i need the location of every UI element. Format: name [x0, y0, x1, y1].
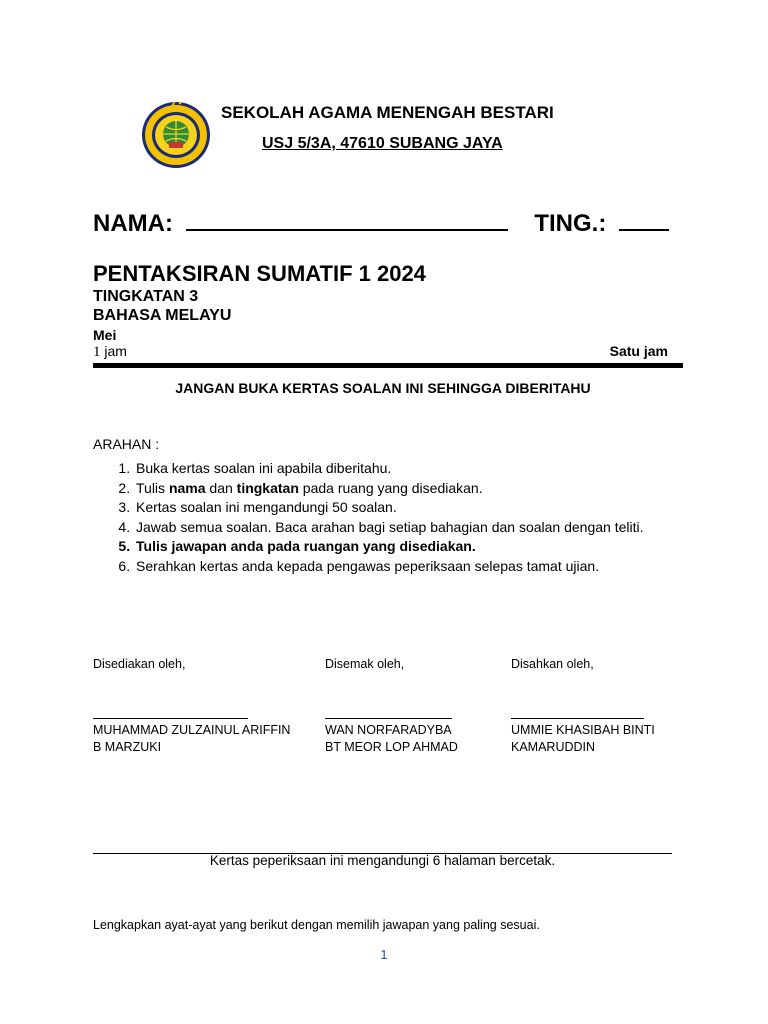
checked-by-name: WAN NORFARADYBA BT MEOR LOP AHMAD: [325, 723, 458, 754]
prepared-signature-line: [93, 718, 248, 719]
warning-text: JANGAN BUKA KERTAS SOALAN INI SEHINGGA DIBERITAHU: [175, 380, 591, 396]
header-divider: [93, 363, 683, 368]
name-label: NAMA:: [93, 210, 173, 237]
instructions-list: [93, 459, 643, 576]
section-instruction: Lengkapkan ayat-ayat yang berikut dengan memilih jawapan yang paling sesuai.: [93, 918, 540, 932]
exam-title: PENTAKSIRAN SUMATIF 1 2024: [93, 261, 426, 286]
school-name: SEKOLAH AGAMA MENENGAH BESTARI: [221, 103, 554, 122]
exam-duration: [93, 343, 127, 361]
instruction-item: 2. Tulis nama dan tingkatan pada ruang yang disediakan.: [134, 479, 643, 499]
exam-subject: BAHASA MELAYU: [93, 307, 232, 324]
school-crest-icon: [139, 96, 213, 170]
class-field[interactable]: [619, 211, 669, 231]
instruction-item: 3. Kertas soalan ini mengandungi 50 soalan.: [134, 498, 643, 518]
duration-unit: jam: [104, 343, 127, 359]
school-address: USJ 5/3A, 47610 SUBANG JAYA: [262, 135, 503, 152]
exam-month: Mei: [93, 327, 117, 343]
instruction-item: 5. Tulis jawapan anda pada ruangan yang disediakan.: [134, 537, 643, 557]
approved-by-name: UMMIE KHASIBAH BINTI KAMARUDDIN: [511, 723, 655, 754]
page-number: 1: [380, 948, 388, 962]
duration-number: 1: [93, 344, 101, 360]
checked-signature-line: [325, 718, 452, 719]
checked-by-label: Disemak oleh,: [325, 657, 405, 671]
class-label: TING.:: [534, 210, 607, 237]
exam-level: TINGKATAN 3: [93, 288, 199, 305]
instruction-item: 6. Serahkan kertas anda kepada pengawas peperiksaan selepas tamat ujian.: [134, 557, 643, 577]
student-info-row: [93, 210, 669, 238]
instructions-heading: ARAHAN :: [93, 436, 160, 452]
name-field[interactable]: [186, 211, 508, 231]
prepared-by-label: Disediakan oleh,: [93, 657, 186, 671]
exam-duration-text: Satu jam: [609, 343, 668, 359]
prepared-by-name: MUHAMMAD ZULZAINUL ARIFFIN B MARZUKI: [93, 723, 291, 754]
approved-by-label: Disahkan oleh,: [511, 657, 594, 671]
page-count-note: Kertas peperiksaan ini mengandungi 6 halaman bercetak.: [209, 853, 556, 868]
approved-signature-line: [511, 718, 644, 719]
instruction-item: 1. Buka kertas soalan ini apabila diberitahu.: [134, 459, 643, 479]
instruction-item: 4. Jawab semua soalan. Baca arahan bagi setiap bahagian dan soalan dengan teliti.: [134, 518, 643, 538]
